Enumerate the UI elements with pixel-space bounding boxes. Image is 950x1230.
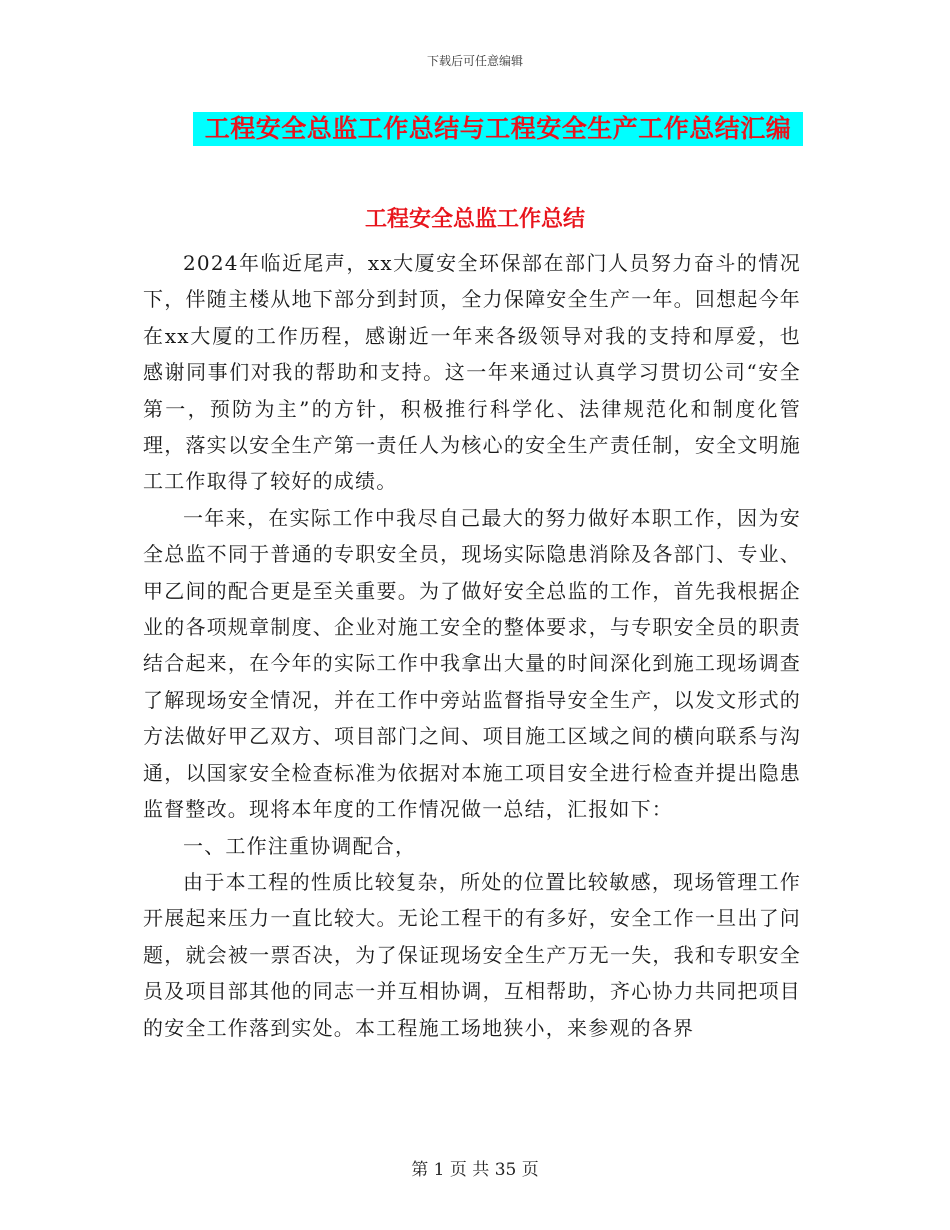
paragraph: 一年来，在实际工作中我尽自己最大的努力做好本职工作，因为安全总监不同于普通的专职安全员，现场实际隐患消除及各部门、专业、甲乙间的配合更是至关重要。为了做好安全总监的工作，首先我根据企业的各项规章制度、企业对施工安全的整体要求，与专职安全员的职责结合起来，在今年的实际工作中我拿出大量的时间深化到施工现场调查了解现场安全情况，并在工作中旁站监督指导安全生产，以发文形式的方法做好甲乙双方、项目部门之间、项目施工区域之间的横向联系与沟通，以国家安全检查标准为依据对本施工项目安全进行检查并提出隐患监督整改。现将本年度的工作情况做一总结，汇报如下： — [143, 505, 801, 822]
page-header: 下载后可任意编辑 — [426, 54, 523, 68]
document-body — [143, 245, 801, 1046]
paragraph: 由于本工程的性质比较复杂，所处的位置比较敏感，现场管理工作开展起来压力一直比较大。无论工程干的有多好，安全工作一旦出了问题，就会被一票否决，为了保证现场安全生产万无一失，我和专职安全员及项目部其他的同志一并互相协调，互相帮助，齐心协力共同把项目的安全工作落到实处。本工程施工场地狭小，来参观的各界 — [143, 869, 801, 1040]
document-title: 工程安全总监工作总结与工程安全生产工作总结汇编 — [193, 112, 803, 146]
paragraph: 2024年临近尾声，xx大厦安全环保部在部门人员努力奋斗的情况下，伴随主楼从地下部分到封顶，全力保障安全生产一年。回想起今年在xx大厦的工作历程，感谢近一年来各级领导对我的支持和厚爱，也感谢同事们对我的帮助和支持。这一年来通过认真学习贯切公司“安全第一，预防为主”的方针，积极推行科学化、法律规范化和制度化管理，落实以安全生产第一责任人为核心的安全生产责任制，安全文明施工工作取得了较好的成绩。 — [143, 251, 801, 494]
section-title: 工程安全总监工作总结 — [364, 206, 585, 232]
page-footer: 第 1 页 共 35 页 — [411, 1160, 539, 1180]
section-heading: 一、工作注重协调配合， — [183, 833, 417, 858]
